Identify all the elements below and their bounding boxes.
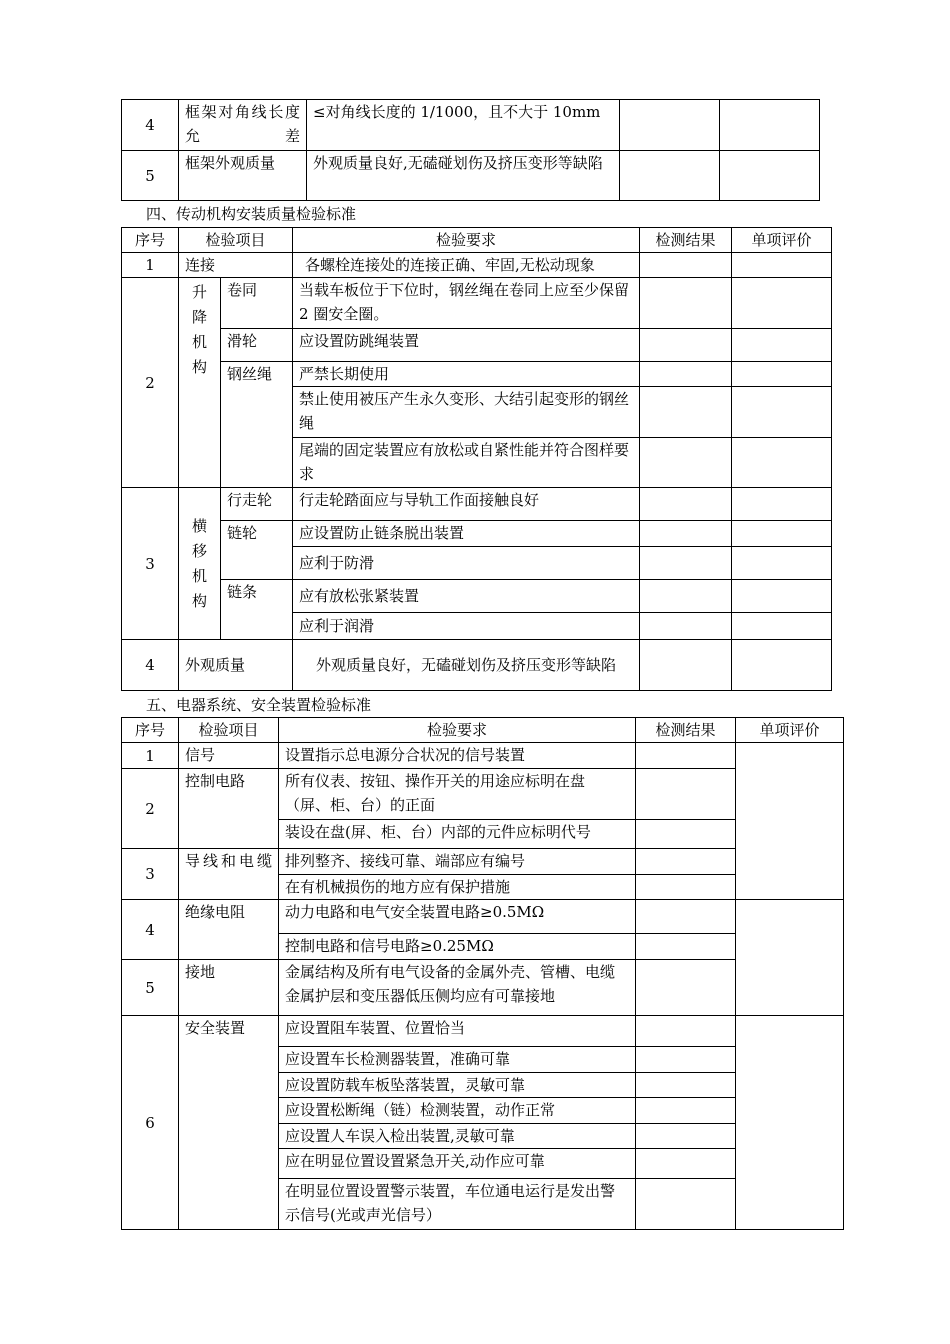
inspection-requirement: 外观质量良好，无磕碰划伤及挤压变形等缺陷 [293, 640, 640, 691]
result-cell [636, 1124, 736, 1149]
inspection-requirement: 应在明显位置设置紧急开关,动作应可靠 [279, 1149, 636, 1179]
evaluation-cell [732, 613, 832, 640]
inspection-requirement: 应设置阻车装置、位置恰当 [279, 1016, 636, 1047]
inspection-item: 接地 [179, 960, 279, 1016]
group-label-traverse [179, 488, 221, 640]
transmission-inspection-table [121, 227, 832, 691]
evaluation-cell [736, 1016, 844, 1230]
inspection-requirement: 控制电路和信号电路≥0.25MΩ [279, 934, 636, 960]
row-number: 5 [122, 151, 179, 201]
result-cell [636, 960, 736, 1016]
inspection-item: 信号 [179, 743, 279, 769]
inspection-item: 框架外观质量 [179, 151, 307, 201]
result-cell [640, 580, 732, 613]
table-row [122, 640, 832, 691]
table-row [122, 849, 844, 875]
result-cell [640, 362, 732, 387]
inspection-requirement: 尾端的固定装置应有放松或自紧性能并符合图样要求 [293, 438, 640, 488]
result-cell [636, 1149, 736, 1179]
inspection-requirement: 金属结构及所有电气设备的金属外壳、管槽、电缆金属护层和变压器低压侧均应有可靠接地 [279, 960, 636, 1016]
header-requirement: 检验要求 [293, 228, 640, 253]
table-row [122, 100, 820, 151]
inspection-requirement: 禁止使用被压产生永久变形、大结引起变形的钢丝绳 [293, 387, 640, 438]
group-char: 横 [191, 516, 207, 535]
inspection-requirement: 装设在盘(屏、柜、台）内部的元件应标明代号 [279, 820, 636, 849]
header-item: 检验项目 [179, 228, 293, 253]
header-requirement: 检验要求 [279, 718, 636, 743]
sub-item: 链轮 [221, 521, 293, 580]
table-row [122, 960, 844, 1016]
group-char: 构 [191, 358, 207, 376]
evaluation-cell [732, 547, 832, 580]
inspection-requirement: 应设置人车误入检出装置,灵敏可靠 [279, 1124, 636, 1149]
result-cell [640, 521, 732, 547]
inspection-requirement: 动力电路和电气安全装置电路≥0.5MΩ [279, 900, 636, 934]
evaluation-cell [736, 900, 844, 1016]
group-label-lifting [179, 278, 221, 488]
result-cell [640, 253, 732, 278]
inspection-requirement: 各螺栓连接处的连接正确、牢固,无松动现象 [293, 253, 640, 278]
group-char: 降 [191, 308, 207, 326]
sub-item: 卷同 [221, 278, 293, 329]
evaluation-cell [736, 743, 844, 900]
section-title: 五、电器系统、安全装置检验标准 [146, 696, 372, 714]
inspection-requirement: 设置指示总电源分合状况的信号装置 [279, 743, 636, 769]
group-char: 机 [191, 333, 207, 351]
result-cell [640, 278, 732, 329]
table-row [122, 329, 832, 362]
header-evaluation: 单项评价 [732, 228, 832, 253]
inspection-requirement: 所有仪表、按钮、操作开关的用途应标明在盘（屏、柜、台）的正面 [279, 769, 636, 820]
inspection-requirement: 应设置防止链条脱出装置 [293, 521, 640, 547]
evaluation-cell [732, 640, 832, 691]
group-char: 机 [191, 566, 207, 585]
group-char: 移 [191, 541, 207, 560]
result-cell [636, 1179, 736, 1230]
inspection-requirement: 应设置防载车板坠落装置，灵敏可靠 [279, 1073, 636, 1098]
evaluation-cell [732, 438, 832, 488]
row-number: 6 [122, 1016, 179, 1230]
row-number: 1 [122, 743, 179, 769]
inspection-requirement: 在明显位置设置警示装置，车位通电运行是发出警示信号(光或声光信号） [279, 1179, 636, 1230]
evaluation-cell [732, 253, 832, 278]
result-cell [640, 488, 732, 521]
inspection-item: 框架对角线长度允差 [179, 100, 307, 151]
evaluation-cell [720, 151, 820, 201]
inspection-item: 外观质量 [179, 640, 293, 691]
section-title: 四、传动机构安装质量检验标准 [146, 205, 357, 223]
result-cell [636, 1073, 736, 1098]
inspection-requirement: 在有机械损伤的地方应有保护措施 [279, 875, 636, 900]
row-number: 4 [122, 100, 179, 151]
row-number: 3 [122, 488, 179, 640]
table-row [122, 151, 820, 201]
row-number: 4 [122, 900, 179, 960]
table-row [122, 900, 844, 934]
result-cell [636, 769, 736, 820]
evaluation-cell [720, 100, 820, 151]
inspection-requirement: 外观质量良好,无磕碰划伤及挤压变形等缺陷 [307, 151, 620, 201]
result-cell [620, 100, 720, 151]
table-row [122, 278, 832, 329]
sub-item: 行走轮 [221, 488, 293, 521]
result-cell [640, 547, 732, 580]
header-no: 序号 [122, 718, 179, 743]
row-number: 3 [122, 849, 179, 900]
header-item: 检验项目 [179, 718, 279, 743]
header-result: 检测结果 [636, 718, 736, 743]
group-char: 升 [191, 283, 207, 301]
evaluation-cell [732, 278, 832, 329]
sub-item: 链条 [221, 580, 293, 640]
inspection-requirement: 当载车板位于下位时，钢丝绳在卷同上应至少保留 2 圈安全圈。 [293, 278, 640, 329]
header-evaluation: 单项评价 [736, 718, 844, 743]
row-number: 4 [122, 640, 179, 691]
result-cell [640, 613, 732, 640]
evaluation-cell [732, 362, 832, 387]
row-number: 5 [122, 960, 179, 1016]
evaluation-cell [732, 488, 832, 521]
table-row [122, 521, 832, 547]
inspection-requirement: ≤对角线长度的 1/1000，且不大于 10mm [307, 100, 620, 151]
result-cell [636, 1047, 736, 1073]
evaluation-cell [732, 521, 832, 547]
table-row [122, 488, 832, 521]
header-result: 检测结果 [640, 228, 732, 253]
result-cell [620, 151, 720, 201]
inspection-requirement: 排列整齐、接线可靠、端部应有编号 [279, 849, 636, 875]
row-number: 2 [122, 769, 179, 849]
inspection-item: 绝缘电阻 [179, 900, 279, 960]
row-number: 2 [122, 278, 179, 488]
result-cell [636, 900, 736, 934]
evaluation-cell [732, 329, 832, 362]
table-row [122, 769, 844, 820]
table-row [122, 362, 832, 387]
inspection-requirement: 严禁长期使用 [293, 362, 640, 387]
inspection-item: 控制电路 [179, 769, 279, 849]
sub-item: 滑轮 [221, 329, 293, 362]
header-row [122, 228, 832, 253]
result-cell [636, 849, 736, 875]
result-cell [640, 387, 732, 438]
evaluation-cell [732, 387, 832, 438]
sub-item: 钢丝绳 [221, 362, 293, 488]
result-cell [636, 934, 736, 960]
header-no: 序号 [122, 228, 179, 253]
evaluation-cell [732, 580, 832, 613]
electrical-inspection-table [121, 717, 844, 1230]
inspection-requirement: 应利于润滑 [293, 613, 640, 640]
header-row [122, 718, 844, 743]
result-cell [636, 820, 736, 849]
inspection-requirement: 应设置防跳绳装置 [293, 329, 640, 362]
result-cell [636, 1016, 736, 1047]
result-cell [640, 438, 732, 488]
row-number: 1 [122, 253, 179, 278]
result-cell [640, 329, 732, 362]
frame-inspection-table [121, 99, 820, 201]
group-char: 构 [191, 591, 207, 610]
inspection-item: 导线和电缆 [179, 849, 279, 900]
inspection-requirement: 应设置车长检测器装置，准确可靠 [279, 1047, 636, 1073]
inspection-item: 连接 [179, 253, 293, 278]
table-row [122, 743, 844, 769]
table-row [122, 1016, 844, 1047]
inspection-item: 安全装置 [179, 1016, 279, 1230]
inspection-requirement: 应利于防滑 [293, 547, 640, 580]
table-row [122, 580, 832, 613]
inspection-requirement: 应有放松张紧装置 [293, 580, 640, 613]
inspection-requirement: 应设置松断绳（链）检测装置，动作正常 [279, 1098, 636, 1124]
result-cell [636, 875, 736, 900]
inspection-requirement: 行走轮踏面应与导轨工作面接触良好 [293, 488, 640, 521]
result-cell [636, 1098, 736, 1124]
result-cell [636, 743, 736, 769]
table-row [122, 253, 832, 278]
result-cell [640, 640, 732, 691]
